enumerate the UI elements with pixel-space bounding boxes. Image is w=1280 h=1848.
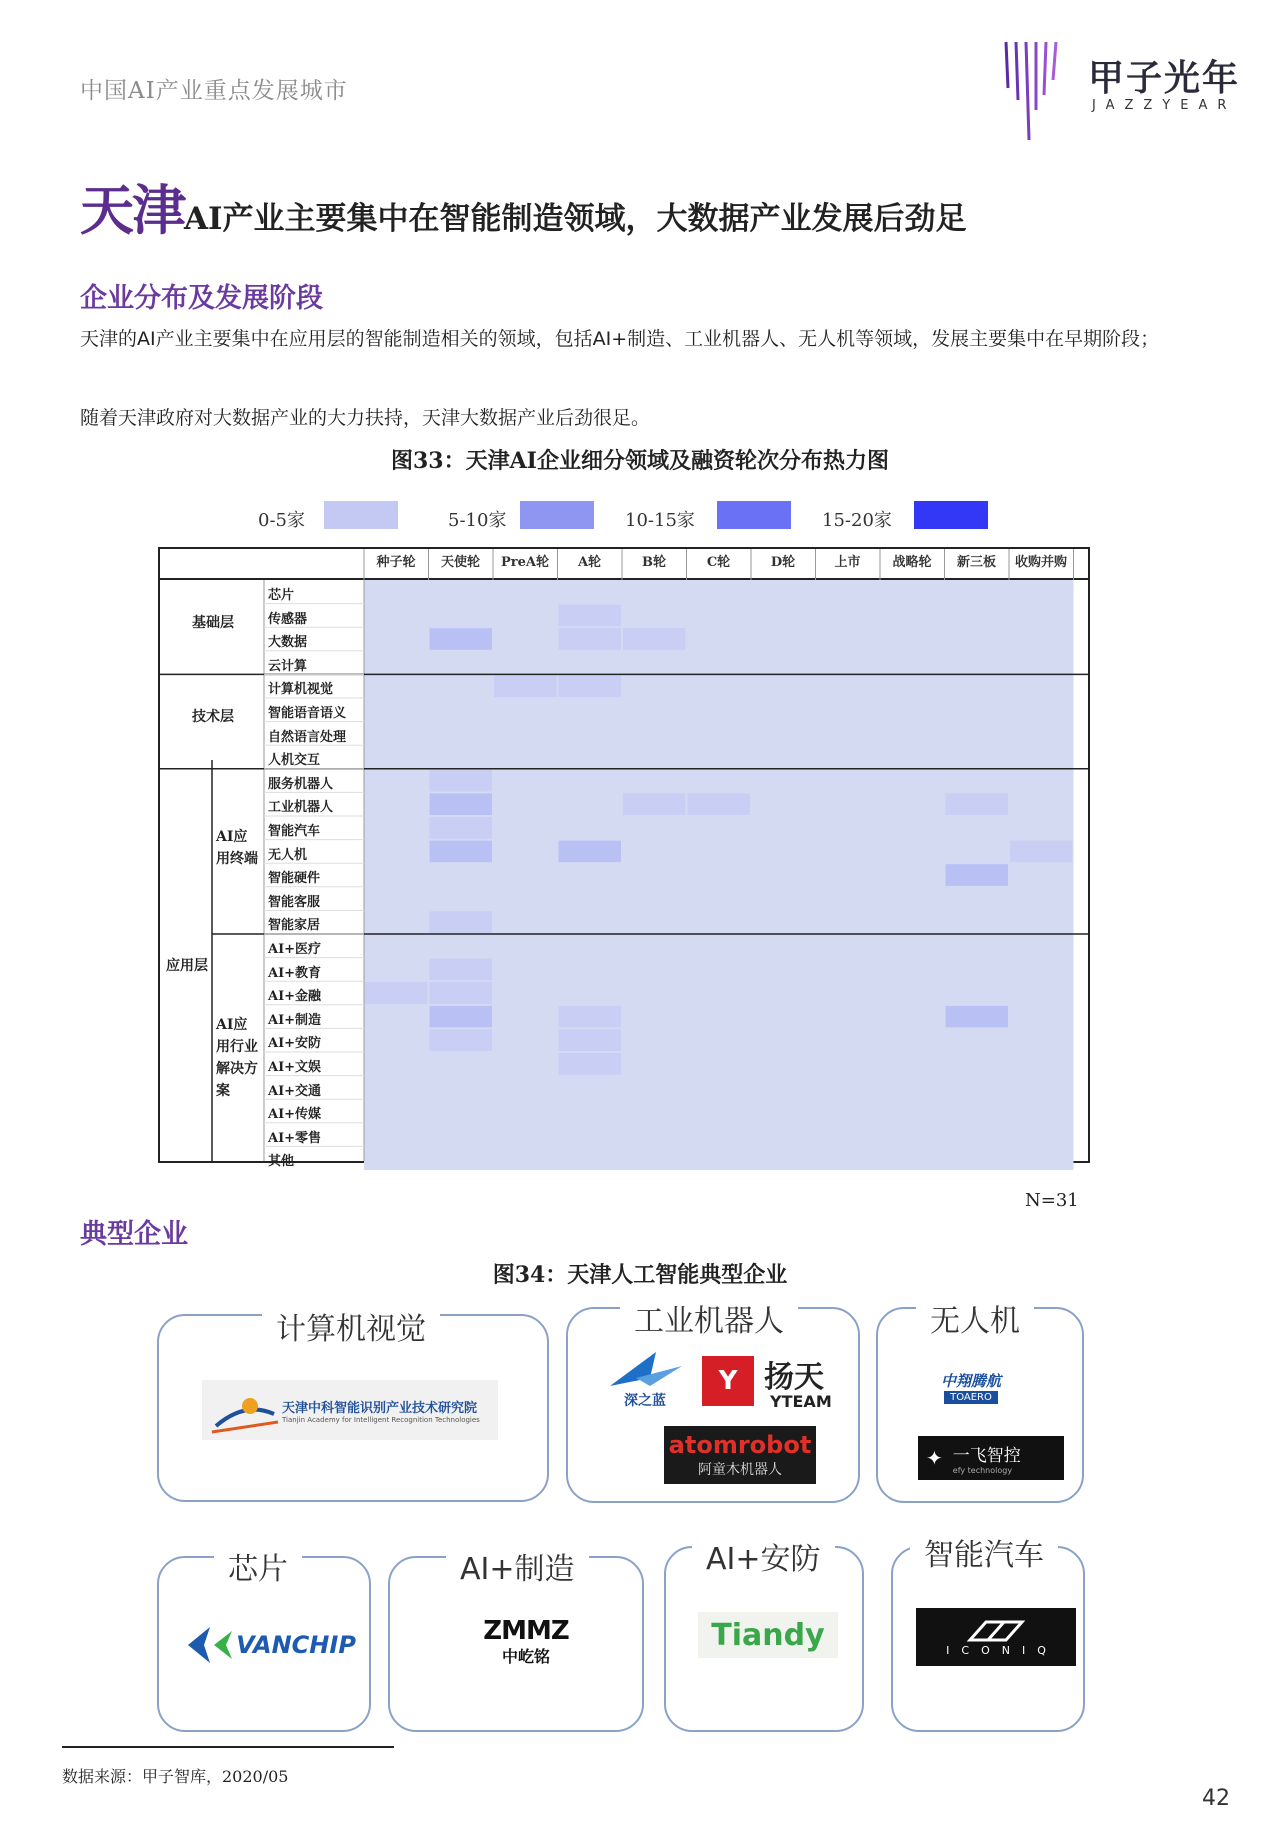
heatmap-cell bbox=[430, 911, 493, 933]
heatmap-cell bbox=[430, 793, 493, 815]
heatmap-cell bbox=[946, 1006, 1009, 1028]
logo-toaero bbox=[930, 1354, 1012, 1420]
zmmz-en: ZMMZ bbox=[483, 1615, 569, 1646]
yteam-cn: 扬天 bbox=[764, 1360, 824, 1395]
logo-deepinfar bbox=[604, 1345, 686, 1413]
sample-size-note: N=31 bbox=[1025, 1190, 1079, 1211]
heatmap-cell bbox=[688, 793, 751, 815]
section-title-distribution: 企业分布及发展阶段 bbox=[80, 283, 323, 314]
row-label: 智能家居 bbox=[268, 918, 321, 934]
heatmap-cell bbox=[430, 628, 493, 650]
heatmap-cell bbox=[623, 793, 686, 815]
row-label: 智能语音语义 bbox=[268, 706, 347, 721]
yteam-mark-icon: Y bbox=[702, 1356, 754, 1406]
legend-label-3: 15-20家 bbox=[822, 510, 892, 531]
group-label-basic: 基础层 bbox=[192, 615, 234, 631]
page-number: 42 bbox=[1202, 1786, 1230, 1811]
row-label: AI+金融 bbox=[268, 989, 322, 1005]
row-label: 传感器 bbox=[268, 611, 308, 627]
card-title-smart-car: 智能汽车 bbox=[910, 1530, 1058, 1574]
card-title-manufacturing: AI+制造 bbox=[446, 1544, 589, 1588]
row-label: 自然语言处理 bbox=[268, 729, 347, 745]
iconiq-name: ICONIQ bbox=[946, 1643, 1058, 1657]
row-label: AI+教育 bbox=[268, 965, 322, 981]
row-label: 其他 bbox=[268, 1154, 295, 1170]
heatmap-cell bbox=[946, 864, 1009, 886]
paragraph-1: 天津的AI产业主要集中在应用层的智能制造相关的领域，包括AI+制造、工业机器人、无人机等领域，发展主要集中在早期阶段； bbox=[80, 328, 1160, 350]
card-title-security: AI+安防 bbox=[692, 1534, 835, 1578]
academy-sun-icon bbox=[210, 1386, 280, 1436]
column-header: B轮 bbox=[642, 555, 666, 570]
row-label: 智能客服 bbox=[268, 894, 321, 910]
column-header: 种子轮 bbox=[376, 555, 416, 570]
row-label: 智能汽车 bbox=[268, 824, 321, 839]
card-title-industrial-robot: 工业机器人 bbox=[620, 1296, 798, 1340]
heatmap-cell bbox=[1010, 841, 1073, 863]
deepinfar-shape-icon bbox=[606, 1348, 684, 1390]
heatmap-cell bbox=[623, 628, 686, 650]
group-label-industry: AI应用行业解决方案 bbox=[216, 1017, 258, 1099]
heatmap-cell bbox=[430, 959, 493, 981]
iconiq-mark-icon bbox=[966, 1618, 1026, 1644]
atomrobot-en: atomrobot bbox=[668, 1431, 812, 1459]
group-label-terminal: AI应用终端 bbox=[216, 829, 258, 867]
row-label: 大数据 bbox=[268, 635, 308, 651]
yteam-en: YTEAM bbox=[770, 1392, 832, 1411]
heatmap-cell bbox=[559, 628, 622, 650]
main-title-rest: AI产业主要集中在智能制造领域，大数据产业发展后劲足 bbox=[184, 201, 967, 237]
tiandy-name: Tiandy bbox=[711, 1617, 825, 1653]
column-header: 收购并购 bbox=[1014, 555, 1067, 570]
row-label: AI+制造 bbox=[268, 1012, 322, 1028]
section-title-companies: 典型企业 bbox=[80, 1219, 188, 1250]
row-label: 人机交互 bbox=[268, 753, 321, 769]
legend-label-2: 10-15家 bbox=[625, 510, 695, 531]
legend-label-1: 5-10家 bbox=[448, 510, 507, 531]
row-label: 计算机视觉 bbox=[268, 682, 334, 698]
row-label: AI+零售 bbox=[268, 1130, 322, 1146]
row-label: AI+交通 bbox=[268, 1083, 322, 1099]
card-title-drone: 无人机 bbox=[916, 1296, 1034, 1340]
efy-en: efy technology bbox=[952, 1466, 1013, 1475]
row-label: AI+医疗 bbox=[268, 942, 322, 957]
logo-atomrobot bbox=[664, 1426, 816, 1484]
column-header: 上市 bbox=[834, 555, 861, 570]
heatmap-cell bbox=[430, 1029, 493, 1051]
logo-iconiq bbox=[916, 1608, 1076, 1666]
logo-efy bbox=[918, 1436, 1064, 1480]
column-header: PreA轮 bbox=[501, 555, 549, 570]
heatmap-cell bbox=[430, 770, 493, 792]
heatmap-cell bbox=[946, 793, 1009, 815]
row-label: AI+传媒 bbox=[268, 1107, 322, 1123]
row-label: 工业机器人 bbox=[268, 800, 334, 816]
deepinfar-name: 深之蓝 bbox=[624, 1393, 666, 1409]
logo-tianjin-academy bbox=[202, 1380, 498, 1440]
row-label: AI+安防 bbox=[268, 1036, 322, 1052]
group-label-app: 应用层 bbox=[166, 958, 208, 974]
heatmap-cell bbox=[430, 841, 493, 863]
group-label-tech: 技术层 bbox=[192, 709, 234, 725]
academy-name-en: Tianjin Academy for Intelligent Recognition Technologies bbox=[282, 1415, 480, 1424]
toaero-en: TOAERO bbox=[944, 1391, 998, 1404]
card-title-chip: 芯片 bbox=[214, 1544, 302, 1588]
heatmap-cell bbox=[559, 1006, 622, 1028]
main-title-highlight: 天津 bbox=[80, 178, 184, 242]
academy-name: 天津中科智能识别产业技术研究院 bbox=[282, 1400, 478, 1416]
column-header: 战略轮 bbox=[892, 555, 932, 570]
vanchip-chevron-icon bbox=[184, 1625, 236, 1665]
header-title: 中国AI产业重点发展城市 bbox=[80, 78, 348, 104]
heatmap-cell bbox=[494, 675, 557, 697]
atomrobot-cn: 阿童木机器人 bbox=[698, 1462, 782, 1478]
column-header: 天使轮 bbox=[440, 555, 480, 570]
logo-vanchip bbox=[180, 1620, 360, 1670]
column-header: C轮 bbox=[706, 555, 731, 570]
heatmap-cell bbox=[559, 675, 622, 697]
fig33-title: 图33：天津AI企业细分领域及融资轮次分布热力图 bbox=[391, 448, 889, 474]
row-label: 智能硬件 bbox=[268, 871, 321, 887]
row-label: AI+文娱 bbox=[268, 1060, 322, 1075]
heatmap-cell bbox=[559, 605, 622, 627]
row-label: 芯片 bbox=[268, 588, 295, 603]
toaero-cn: 中翔腾航 bbox=[940, 1372, 1001, 1390]
heatmap-cell bbox=[430, 1006, 493, 1028]
efy-cn: 一飞智控 bbox=[952, 1446, 1021, 1466]
column-header: 新三板 bbox=[956, 555, 996, 570]
column-header: A轮 bbox=[577, 555, 602, 570]
paragraph-2: 随着天津政府对大数据产业的大力扶持，天津大数据产业后劲很足。 bbox=[80, 407, 651, 429]
heatmap-cell bbox=[430, 817, 493, 839]
heatmap-cell bbox=[559, 1029, 622, 1051]
heatmap-cell bbox=[430, 982, 493, 1004]
efy-star-icon: ✦ bbox=[926, 1446, 943, 1470]
heatmap-cell bbox=[559, 841, 622, 863]
heatmap-cell bbox=[365, 982, 428, 1004]
logo-cn-text: 甲子光年 bbox=[1088, 58, 1241, 99]
fig34-title: 图34：天津人工智能典型企业 bbox=[492, 1262, 788, 1288]
logo-zmmz bbox=[456, 1614, 596, 1670]
data-source: 数据来源：甲子智库，2020/05 bbox=[62, 1767, 289, 1786]
heatmap-cell bbox=[559, 1053, 622, 1075]
zmmz-cn: 中屹铭 bbox=[501, 1646, 550, 1666]
row-label: 服务机器人 bbox=[268, 776, 334, 792]
vanchip-name: VANCHIP bbox=[236, 1631, 356, 1659]
row-label: 无人机 bbox=[268, 847, 308, 863]
column-header: D轮 bbox=[770, 555, 796, 570]
footer-divider bbox=[62, 1746, 394, 1748]
logo-tiandy bbox=[698, 1612, 838, 1658]
logo-en-text: JAZZYEAR bbox=[1092, 98, 1237, 113]
row-label: 云计算 bbox=[268, 658, 308, 674]
card-title-computer-vision: 计算机视觉 bbox=[262, 1304, 440, 1348]
legend-label-0: 0-5家 bbox=[258, 510, 305, 531]
